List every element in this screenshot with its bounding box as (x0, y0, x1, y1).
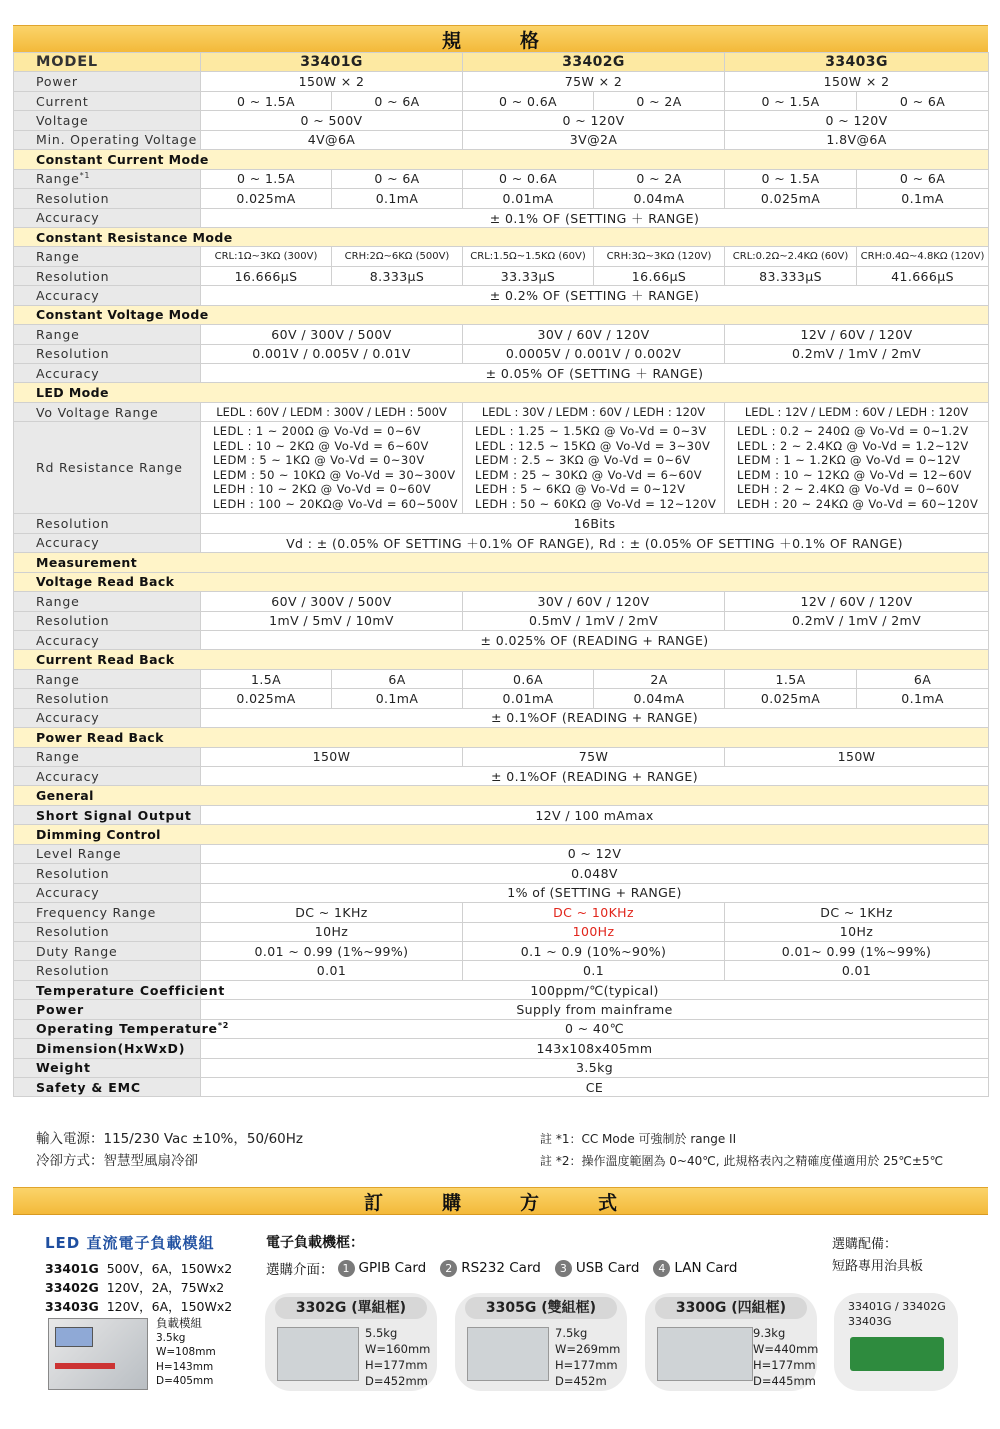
row-label: Accuracy (14, 533, 201, 552)
cell: 41.666μS (857, 266, 989, 285)
row-label: Accuracy (14, 630, 201, 649)
module-photo (48, 1318, 148, 1390)
row-label: Range (14, 669, 201, 688)
row-label: Duty Range (14, 941, 201, 960)
row-label: Resolution (14, 189, 201, 208)
cell: 0.2mV / 1mV / 2mV (725, 344, 989, 363)
interface-lan: LAN Card (674, 1260, 738, 1276)
module-display (55, 1327, 93, 1347)
cell: 3.5kg (201, 1058, 989, 1077)
cell: 0 ~ 1.5A (725, 169, 857, 188)
interface-gpib: GPIB Card (358, 1260, 427, 1276)
model-33403g: 33403G (725, 53, 989, 72)
cell: 0 ~ 2A (594, 169, 725, 188)
cell: 1.8V@6A (725, 130, 989, 149)
frame-photo (467, 1327, 549, 1381)
cell: LEDL : 60V / LEDM : 300V / LEDH : 500V (201, 402, 463, 421)
frame-card-3300g (645, 1293, 817, 1391)
cell: CRL:1Ω~3KΩ (300V) (201, 247, 332, 266)
spec-line: H=177mm (555, 1358, 618, 1372)
accessory-model: 33403G (848, 1315, 892, 1328)
cell: 12V / 60V / 120V (725, 325, 989, 344)
accessory-card (834, 1293, 958, 1391)
cell: 150W (201, 747, 463, 766)
model-33401g: 33401G (201, 53, 463, 72)
rd-line: LEDL : 12.5 ~ 15KΩ @ Vo-Vd = 3~30V (475, 438, 711, 453)
row-label: Frequency Range (14, 903, 201, 922)
cell: 0.6A (463, 669, 594, 688)
cell: 0 ~ 6A (857, 169, 989, 188)
frame-name: 3302G (單組框) (275, 1297, 427, 1319)
cell: Supply from mainframe (201, 1000, 989, 1019)
spec-line: W=108mm (156, 1346, 216, 1358)
cell: 0.025mA (725, 189, 857, 208)
cell: 0.001V / 0.005V / 0.01V (201, 344, 463, 363)
frame-specs (365, 1325, 430, 1389)
cell: 10Hz (201, 922, 463, 941)
rd-line: LEDH : 50 ~ 60KΩ @ Vo-Vd = 12~120V (475, 497, 717, 511)
cell: 16.666μS (201, 266, 332, 285)
row-label: Range (14, 747, 201, 766)
rd-line: LEDL : 1.25 ~ 1.5KΩ @ Vo-Vd = 0~3V (475, 424, 707, 439)
cell: 0.1mA (332, 689, 463, 708)
cell: 0.01mA (463, 689, 594, 708)
cell: 0 ~ 0.6A (463, 169, 594, 188)
spec-line: W=160mm (365, 1342, 431, 1356)
cell: 0 ~ 120V (463, 111, 725, 130)
row-label: Accuracy (14, 708, 201, 727)
rd-cell-33401g (201, 422, 463, 514)
row-label: Resolution (14, 344, 201, 363)
model-desc: 120V，2A，75Wx2 (106, 1280, 225, 1295)
interface-options (266, 1258, 737, 1278)
rd-line: LEDH : 100 ~ 20KΩ@ Vo-Vd = 60~500V (213, 497, 458, 511)
rd-line: LEDM : 10 ~ 12KΩ @ Vo-Vd = 12~60V (737, 467, 972, 482)
cell: CRH:0.4Ω~4.8KΩ (120V) (857, 247, 989, 266)
frame-name: 3300G (四組框) (655, 1297, 807, 1319)
cell: 1.5A (201, 669, 332, 688)
row-label: Current (14, 91, 201, 110)
cell: ± 0.1%OF (READING + RANGE) (201, 767, 989, 786)
row-label: Range (14, 247, 201, 266)
row-label: Accuracy (14, 286, 201, 305)
cell: 0 ~ 2A (594, 91, 725, 110)
rd-line: LEDM : 1 ~ 1.2KΩ @ Vo-Vd = 0~12V (737, 453, 961, 468)
frame-title: 電子負載機框： (266, 1235, 364, 1251)
cell: 8.333μS (332, 266, 463, 285)
accessory-title: 選購配備： (832, 1237, 898, 1252)
row-label: Accuracy (14, 767, 201, 786)
cell: ± 0.025% OF (READING + RANGE) (201, 630, 989, 649)
cell: 0.01 (201, 961, 463, 980)
model-33402g: 33402G (463, 53, 725, 72)
cell: 100Hz (463, 922, 725, 941)
cell: LEDL : 30V / LEDM : 60V / LEDH : 120V (463, 402, 725, 421)
short-circuit-fixture-board (850, 1337, 944, 1371)
interface-usb: USB Card (575, 1260, 640, 1276)
model-desc: 500V，6A，150Wx2 (106, 1261, 233, 1276)
cell: 30V / 60V / 120V (463, 592, 725, 611)
cell: 0.025mA (201, 689, 332, 708)
interface-number: 3 (555, 1260, 572, 1277)
cell: 0.01 (725, 961, 989, 980)
row-label: Resolution (14, 961, 201, 980)
cell: 150W × 2 (201, 72, 463, 91)
cell: 0.1mA (857, 189, 989, 208)
cell: 1mV / 5mV / 10mV (201, 611, 463, 630)
row-label: Power (14, 1000, 201, 1019)
row-label: Dimension(HxWxD) (14, 1039, 201, 1058)
row-label: Accuracy (14, 208, 201, 227)
section-header: Dimming Control (14, 825, 989, 844)
order-title-banner: 訂 購 方 式 (13, 1187, 988, 1215)
cell: 0.04mA (594, 689, 725, 708)
frame-photo (277, 1327, 359, 1381)
spec-line: 7.5kg (555, 1326, 588, 1340)
interface-number: 1 (338, 1260, 355, 1277)
accessory-item: 短路專用治具板 (832, 1259, 924, 1274)
row-label: Resolution (14, 514, 201, 533)
section-header: Constant Voltage Mode (14, 305, 989, 324)
list-item (45, 1297, 232, 1316)
module-label: 負載模組 (156, 1316, 202, 1330)
cell: 3V@2A (463, 130, 725, 149)
section-header: Constant Current Mode (14, 150, 989, 169)
frame-card-3305g (455, 1293, 627, 1391)
cell: ± 0.2% OF (SETTING ＋ RANGE) (201, 286, 989, 305)
cell: 0.1 (463, 961, 725, 980)
cell: 12V / 60V / 120V (725, 592, 989, 611)
row-label: Resolution (14, 266, 201, 285)
rd-line: LEDM : 5 ~ 1KΩ @ Vo-Vd = 0~30V (213, 453, 425, 468)
accessory-models (848, 1299, 946, 1329)
rd-line: LEDH : 20 ~ 24KΩ @ Vo-Vd = 60~120V (737, 497, 979, 511)
cell: 100ppm/℃(typical) (201, 980, 989, 999)
interface-number: 4 (653, 1260, 670, 1277)
spec-line: 5.5kg (365, 1326, 398, 1340)
cell: 150W × 2 (725, 72, 989, 91)
notes-right (540, 1128, 943, 1172)
cell: 33.33μS (463, 266, 594, 285)
cell: 0.1 ~ 0.9 (10%~90%) (463, 941, 725, 960)
rd-line: LEDM : 2.5 ~ 3KΩ @ Vo-Vd = 0~6V (475, 453, 691, 468)
cell: 0 ~ 12V (201, 844, 989, 863)
cell: 10Hz (725, 922, 989, 941)
cell: 0.025mA (201, 189, 332, 208)
cell: 0.01~ 0.99 (1%~99%) (725, 941, 989, 960)
spec-line: D=452mm (365, 1374, 428, 1388)
interface-number: 2 (440, 1260, 457, 1277)
section-header: LED Mode (14, 383, 989, 402)
cell: 0.1mA (857, 689, 989, 708)
spec-line: W=269mm (555, 1342, 621, 1356)
list-item (45, 1259, 232, 1278)
cell: 16Bits (201, 514, 989, 533)
model-code: 33402G (45, 1280, 99, 1295)
row-label (14, 169, 201, 188)
section-header: Power Read Back (14, 728, 989, 747)
input-power-note: 輸入電源：115/230 Vac ±10%，50/60Hz (36, 1131, 304, 1147)
cell: 0.2mV / 1mV / 2mV (725, 611, 989, 630)
module-specs (156, 1316, 216, 1389)
accessory-model: 33401G / 33402G (848, 1300, 946, 1313)
cell: 60V / 300V / 500V (201, 325, 463, 344)
cell: CRH:2Ω~6KΩ (500V) (332, 247, 463, 266)
row-label: Weight (14, 1058, 201, 1077)
module-terminals (55, 1363, 115, 1369)
model-label: MODEL (14, 53, 201, 72)
cell: DC ~ 1KHz (201, 903, 463, 922)
rd-line: LEDM : 50 ~ 10KΩ @ Vo-Vd = 30~300V (213, 467, 456, 482)
cell: 75W × 2 (463, 72, 725, 91)
cell: 4V@6A (201, 130, 463, 149)
cell: ± 0.1% OF (SETTING ＋ RANGE) (201, 208, 989, 227)
cell: 0 ~ 40℃ (201, 1019, 989, 1038)
rd-line: LEDH : 10 ~ 2KΩ @ Vo-Vd = 0~60V (213, 482, 432, 497)
rd-line: LEDL : 0.2 ~ 240Ω @ Vo-Vd = 0~1.2V (737, 424, 969, 439)
row-label: Resolution (14, 611, 201, 630)
rd-line: LEDH : 5 ~ 6KΩ @ Vo-Vd = 0~12V (475, 482, 686, 497)
footnote-1: 註 *1：CC Mode 可強制於 range II (540, 1132, 737, 1146)
cell: 0.01 ~ 0.99 (1%~99%) (201, 941, 463, 960)
frame-specs (555, 1325, 620, 1389)
row-label: Min. Operating Voltage (14, 130, 201, 149)
cell: 83.333μS (725, 266, 857, 285)
interface-rs232: RS232 Card (461, 1260, 541, 1276)
list-item (45, 1278, 232, 1297)
model-code: 33401G (45, 1261, 99, 1276)
cell: DC ~ 10KHz (463, 903, 725, 922)
cell: 143x108x405mm (201, 1039, 989, 1058)
footnote-2: 註 *2：操作溫度範圍為 0~40℃, 此規格表內之精確度僅適用於 25℃±5℃ (540, 1154, 944, 1168)
spec-line: H=177mm (753, 1358, 816, 1372)
spec-line: H=143mm (156, 1360, 214, 1373)
frame-name: 3305G (雙組框) (465, 1297, 617, 1319)
spec-title-banner: 規 格 (13, 25, 988, 53)
cell: DC ~ 1KHz (725, 903, 989, 922)
cell: 0 ~ 6A (332, 169, 463, 188)
cell: 16.66μS (594, 266, 725, 285)
spec-line: D=445mm (753, 1374, 816, 1388)
cell: 1.5A (725, 669, 857, 688)
cell: LEDL : 12V / LEDM : 60V / LEDH : 120V (725, 402, 989, 421)
model-code: 33403G (45, 1299, 99, 1314)
row-label: Rd Resistance Range (14, 422, 201, 514)
frame-photo (657, 1327, 753, 1381)
cell: 0 ~ 120V (725, 111, 989, 130)
cell: 0 ~ 500V (201, 111, 463, 130)
spec-line: 3.5kg (156, 1331, 186, 1344)
rd-cell-33403g (725, 422, 989, 514)
row-label: Accuracy (14, 883, 201, 902)
cell: 30V / 60V / 120V (463, 325, 725, 344)
cell: 2A (594, 669, 725, 688)
row-label: Vo Voltage Range (14, 402, 201, 421)
cell: CE (201, 1078, 989, 1097)
cell: 75W (463, 747, 725, 766)
cell: 6A (332, 669, 463, 688)
cell: 0.048V (201, 864, 989, 883)
section-header: Measurement (14, 553, 989, 572)
model-desc: 120V，6A，150Wx2 (106, 1299, 233, 1314)
cell: 0 ~ 6A (332, 91, 463, 110)
ot-label: Operating Temperature (36, 1021, 218, 1037)
led-module-list (45, 1232, 232, 1316)
led-module-title: LED 直流電子負載模組 (45, 1234, 215, 1252)
note-ref: *1 (79, 171, 91, 181)
cell: 0 ~ 1.5A (201, 91, 332, 110)
row-label: Safety & EMC (14, 1078, 201, 1097)
row-label: Resolution (14, 864, 201, 883)
spec-table (13, 52, 989, 1097)
row-label: Range (14, 592, 201, 611)
row-label: Level Range (14, 844, 201, 863)
row-label: Short Signal Output (14, 805, 201, 824)
cell: 0.5mV / 1mV / 2mV (463, 611, 725, 630)
cooling-note: 冷卻方式：智慧型風扇冷卻 (36, 1153, 198, 1169)
rd-line: LEDL : 1 ~ 200Ω @ Vo-Vd = 0~6V (213, 424, 421, 439)
cell: 0 ~ 6A (857, 91, 989, 110)
cell: 0 ~ 0.6A (463, 91, 594, 110)
rd-line: LEDH : 2 ~ 2.4KΩ @ Vo-Vd = 0~60V (737, 482, 960, 497)
optional-accessory (832, 1234, 923, 1278)
section-header: Constant Resistance Mode (14, 227, 989, 246)
spec-line: D=452m (555, 1374, 607, 1388)
cell: 0 ~ 1.5A (201, 169, 332, 188)
row-label: Accuracy (14, 364, 201, 383)
row-label: Voltage (14, 111, 201, 130)
cell: CRL:0.2Ω~2.4KΩ (60V) (725, 247, 857, 266)
row-label (14, 1019, 230, 1038)
range-label: Range (36, 171, 80, 187)
cell: 0.0005V / 0.001V / 0.002V (463, 344, 725, 363)
row-label: Resolution (14, 922, 201, 941)
interface-label: 選購介面： (266, 1262, 334, 1278)
rd-line: LEDL : 10 ~ 2KΩ @ Vo-Vd = 6~60V (213, 438, 429, 453)
spec-line: H=177mm (365, 1358, 428, 1372)
section-header: General (14, 786, 989, 805)
cell: 0 ~ 1.5A (725, 91, 857, 110)
cell: CRH:3Ω~3KΩ (120V) (594, 247, 725, 266)
rd-line: LEDM : 25 ~ 30KΩ @ Vo-Vd = 6~60V (475, 467, 703, 482)
spec-line: W=440mm (753, 1342, 819, 1356)
cell: 1% of (SETTING + RANGE) (201, 883, 989, 902)
cell: 6A (857, 669, 989, 688)
cell: 60V / 300V / 500V (201, 592, 463, 611)
cell: ± 0.05% OF (SETTING ＋ RANGE) (201, 364, 989, 383)
frame-specs (753, 1325, 818, 1389)
section-header: Voltage Read Back (14, 572, 989, 591)
cell: 12V / 100 mAmax (201, 805, 989, 824)
row-label: Power (14, 72, 201, 91)
cell: 0.1mA (332, 189, 463, 208)
cell: ± 0.1%OF (READING + RANGE) (201, 708, 989, 727)
cell: 150W (725, 747, 989, 766)
section-header: Current Read Back (14, 650, 989, 669)
cell: 0.04mA (594, 189, 725, 208)
row-label: Temperature Coefficient (14, 980, 201, 999)
cell: 0.01mA (463, 189, 594, 208)
row-label: Resolution (14, 689, 201, 708)
cell: Vd : ± (0.05% OF SETTING ＋0.1% OF RANGE), Rd : ± (0.05% OF SETTING ＋0.1% OF RANGE) (201, 533, 989, 552)
notes-left (36, 1128, 303, 1172)
frame-card-3302g (265, 1293, 437, 1391)
cell: CRL:1.5Ω~1.5KΩ (60V) (463, 247, 594, 266)
note-ref: *2 (217, 1021, 230, 1031)
row-label: Range (14, 325, 201, 344)
cell: 0.025mA (725, 689, 857, 708)
rd-line: LEDL : 2 ~ 2.4KΩ @ Vo-Vd = 1.2~12V (737, 438, 969, 453)
rd-cell-33402g (463, 422, 725, 514)
spec-line: D=405mm (156, 1375, 214, 1387)
spec-line: 9.3kg (753, 1326, 786, 1340)
